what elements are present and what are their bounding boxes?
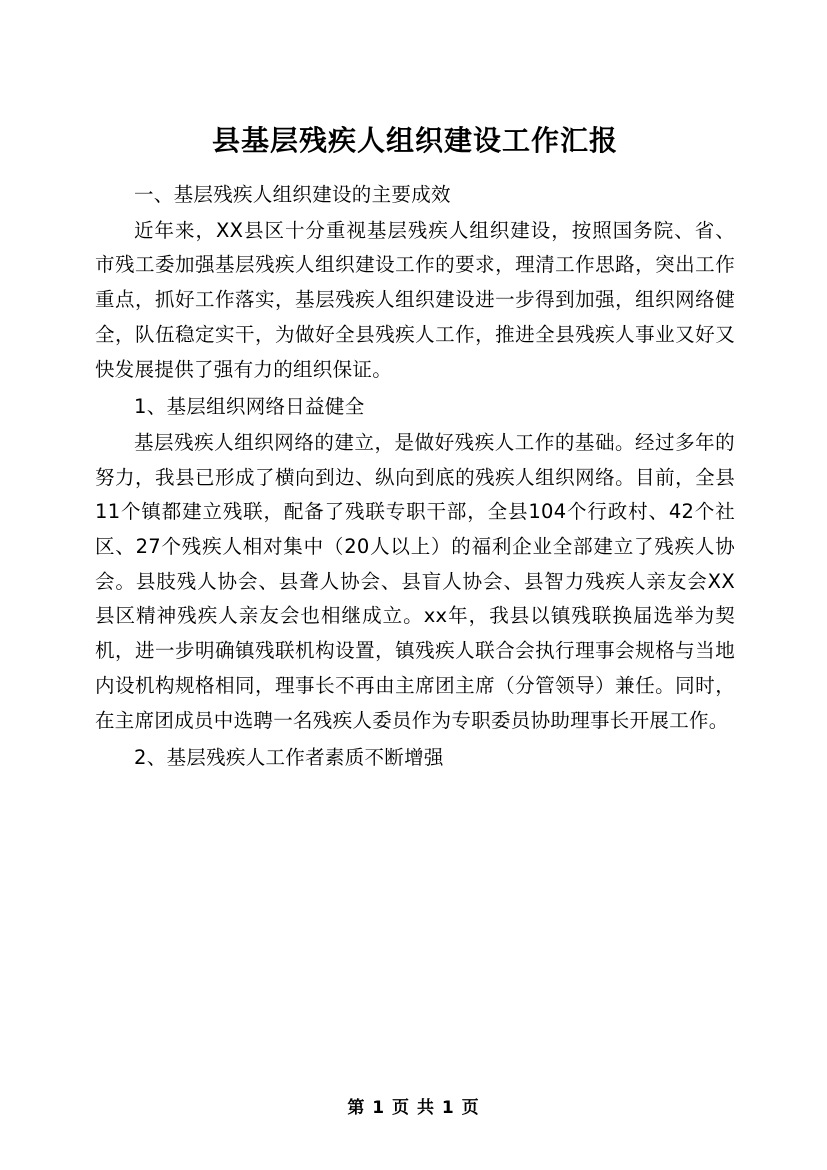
page-footer: 第 1 页 共 1 页 [347, 1098, 480, 1118]
paragraph-section-heading-1: 一、基层残疾人组织建设的主要成效 [134, 183, 451, 206]
footer-divider [95, 1087, 732, 1088]
document-body [95, 120, 735, 777]
paragraph-subheading-2: 2、基层残疾人工作者素质不断增强 [134, 746, 444, 770]
page-title: 县基层残疾人组织建设工作汇报 [211, 124, 618, 157]
paragraph-intro: 近年来，XX县区十分重视基层残疾人组织建设，按照国务院、省、市残工委加强基层残疾人组织建设工作的要求，理清工作思路，突出工作重点，抓好工作落实，基层残疾人组织建设进一步得到加强，组织网络健全，队伍稳定实干，为做好全县残疾人工作，推进全县残疾人事业又好又快发展提供了强有力的组织保证。 [95, 218, 735, 381]
paragraph-subheading-1: 1、基层组织网络日益健全 [134, 395, 365, 419]
paragraph-network: 基层残疾人组织网络的建立，是做好残疾人工作的基础。经过多年的努力，我县已形成了横向到边、纵向到底的残疾人组织网络。目前，全县11个镇都建立残联，配备了残联专职干部，全县104个行政村、42个社区、27个残疾人相对集中（20人以上）的福利企业全部建立了残疾人协会。县肢残人协会、县聋人协会、县盲人协会、县智力残疾人亲友会XX县区精神残疾人亲友会也相继成立。xx年，我县以镇残联换届选举为契机，进一步明确镇残联机构设置，镇残疾人联合会执行理事会规格与当地内设机构规格相同，理事长不再由主席团主席（分管领导）兼任。同时，在主席团成员中选聘一名残疾人委员作为专职委员协助理事长开展工作。 [95, 430, 735, 732]
